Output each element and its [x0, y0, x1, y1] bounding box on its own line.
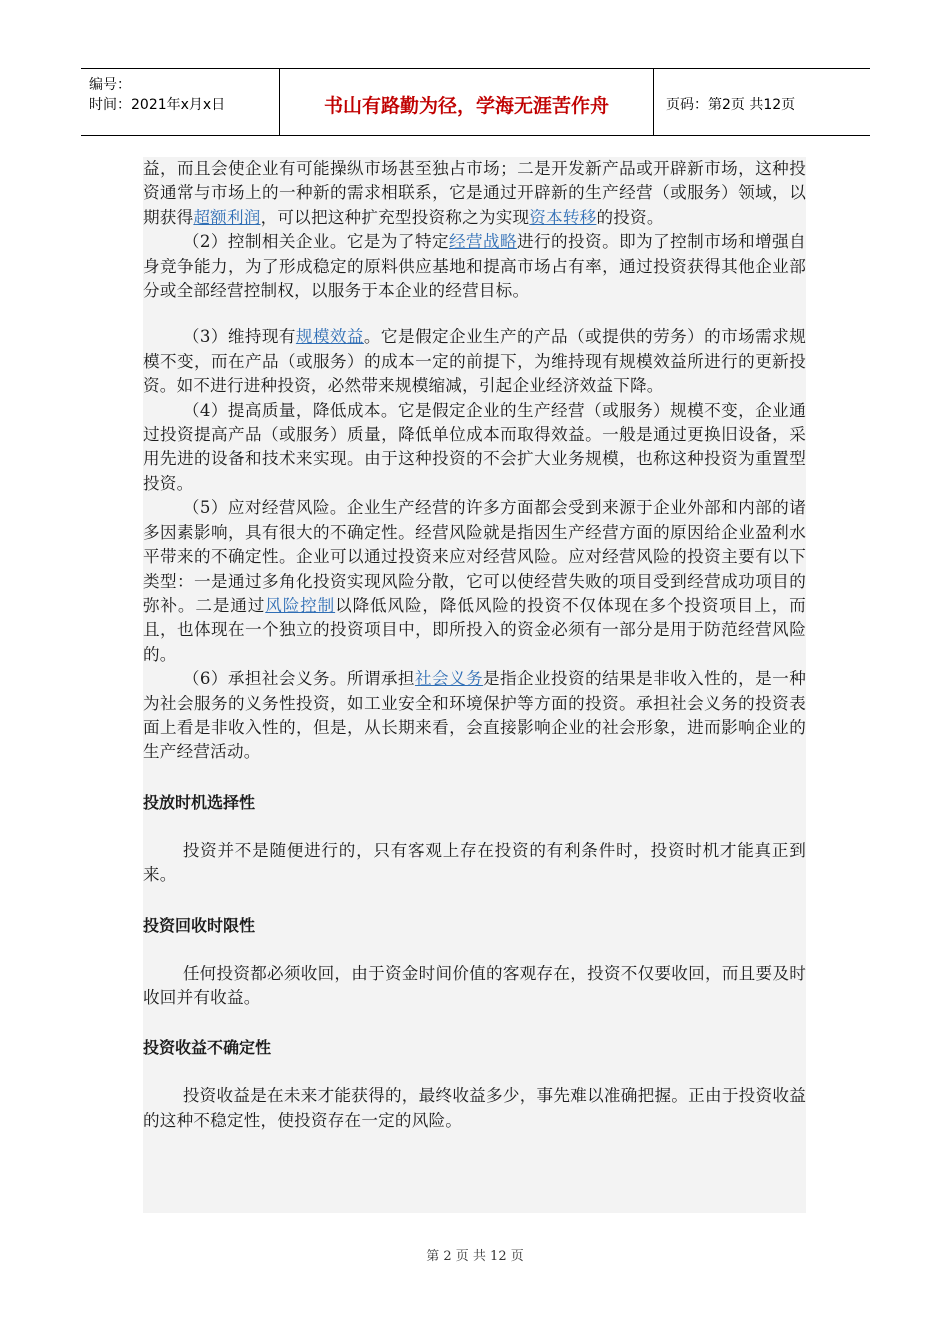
link-excess-profit[interactable]: 超额利润: [193, 207, 261, 227]
paragraph-6: [143, 667, 806, 765]
page-footer: 第 2 页 共 12 页: [426, 1249, 524, 1264]
link-capital-transfer[interactable]: 资本转移: [529, 207, 597, 227]
document-body: [143, 157, 806, 1213]
paragraph-1: [143, 157, 806, 230]
document-time: 时间：2021年x月x日: [89, 97, 226, 113]
paragraph-3: [143, 325, 806, 398]
section-heading-uncertainty: 投资收益不确定性: [143, 1038, 272, 1058]
text: （4）提高质量，降低成本。它是假定企业的生产经营（或服务）规模不变，企业通过投资提高产品（或服务）质量，降低单位成本而取得效益。一般是通过更换旧设备，采用先进的设备和技术来实现。由于这种投资的不会扩大业务规模，也称这种投资为重置型投资。: [143, 400, 806, 493]
link-business-strategy[interactable]: 经营战略: [448, 232, 518, 252]
header-meta: [81, 69, 280, 135]
text: 进行的投资。即为了控制市场和增强自身竞争能力，为了形成稳定的原料供应基地和提高市场占有率，通过投资获得其他企业部分或全部经营控制权，以服务于本企业的经营目标。: [143, 232, 806, 301]
text: 的投资。: [596, 207, 664, 227]
paragraph-7: 投资并不是随便进行的，只有客观上存在投资的有利条件时，投资时机才能真正到来。: [143, 840, 806, 885]
paragraph-9: 投资收益是在未来才能获得的，最终收益多少，事先难以准确把握。正由于投资收益的这种不稳定性，使投资存在一定的风险。: [143, 1086, 806, 1130]
paragraph-4: [143, 399, 806, 497]
link-social-obligation[interactable]: 社会义务: [414, 669, 483, 689]
link-risk-control[interactable]: 风险控制: [265, 595, 336, 615]
text: 是指企业投资的结果是非收入性的，是一种为社会服务的义务性投资，如工业安全和环境保护等方面的投资。承担社会义务的投资表面上看是非收入性的，但是，从长期来看，会直接影响企业的社会形象，进而影响企业的生产经营活动。: [143, 669, 806, 762]
text: （2）控制相关企业。它是为了特定: [182, 232, 449, 252]
text: 以降低风险，降低风险的投资不仅体现在多个投资项目上，而且，也体现在一个独立的投资项目中，即所投入的资金必须有一部分是用于防范经营风险的。: [143, 595, 806, 664]
text: （5）应对经营风险。企业生产经营的许多方面都会受到来源于企业外部和内部的诸多因素影响，具有很大的不确定性。经营风险就是指因生产经营方面的原因给企业盈利水平带来的不确定性。企业可以通过投资来应对经营风险。应对经营风险的投资主要有以下类型：一是通过多角化投资实现风险分散，它可以使经营失败的项目受到经营成功项目的弥补。二是通过: [143, 498, 806, 615]
header-page-info: 页码：第2页 共12页: [666, 97, 796, 113]
document-number-label: 编号：: [89, 77, 131, 93]
page-header: [81, 68, 870, 136]
text: （6）承担社会义务。所谓承担: [182, 669, 415, 689]
text: 。它是假定企业生产的产品（或提供的劳务）的市场需求规模不变，而在产品（或服务）的成本一定的前提下，为维持现有规模效益所进行的更新投资。如不进行进种投资，必然带来规模缩减，引起企业经济效益下降。: [143, 327, 806, 396]
section-heading-recovery: 投资回收时限性: [143, 915, 256, 935]
text: （3）维持现有: [182, 327, 296, 347]
header-motto: 书山有路勤为径，学海无涯苦作舟: [280, 69, 654, 135]
link-scale-efficiency[interactable]: 规模效益: [295, 327, 364, 347]
paragraph-5: [143, 496, 806, 667]
section-heading-timing: 投放时机选择性: [143, 792, 256, 812]
paragraph-2: [143, 230, 806, 303]
paragraph-8: 任何投资都必须收回，由于资金时间价值的客观存在，投资不仅要收回，而且要及时收回并有收益。: [143, 963, 806, 1007]
text: ，可以把这种扩充型投资称之为实现: [260, 207, 530, 227]
text: 益，而且会使企业有可能操纵市场甚至独占市场；二是开发新产品或开辟新市场，这种投资通常与市场上的一种新的需求相联系，它是通过开辟新的生产经营（或服务）领域，以期获得: [143, 159, 806, 227]
